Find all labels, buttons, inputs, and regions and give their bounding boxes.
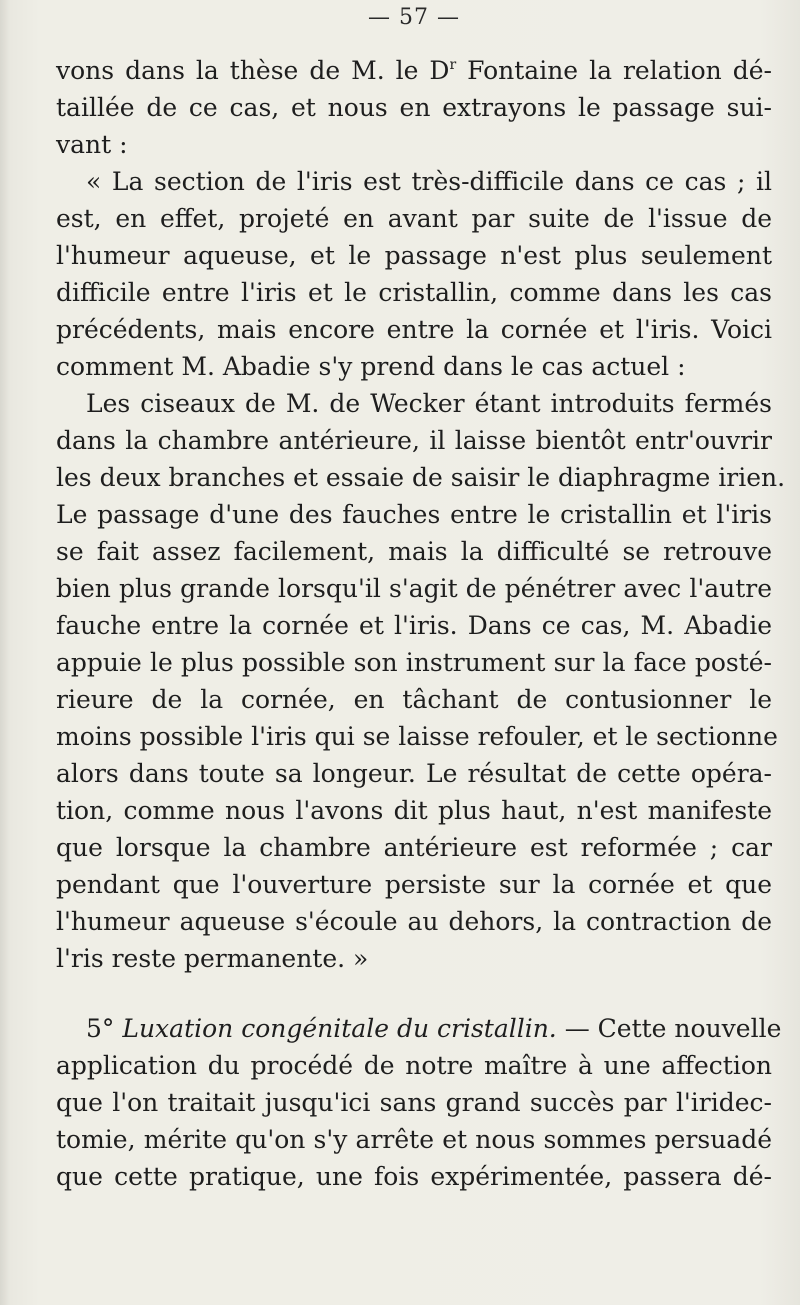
text-line: que cette pratique, une fois expérimentée, passera dé- — [56, 1162, 772, 1191]
text-line: taillée de ce cas, et nous en extrayons le passage sui- — [56, 93, 772, 122]
text-line: vant : — [56, 130, 128, 159]
section-heading-line: 5° Luxation congénitale du cristallin. — Cette nouvelle — [86, 1014, 782, 1043]
text-line: difficile entre l'iris et le cristallin, comme dans les cas — [56, 278, 772, 307]
text-line: « La section de l'iris est très-difficile dans ce cas ; il — [86, 167, 772, 196]
text-line: l'ris reste permanente. » — [56, 944, 369, 973]
text-line: tion, comme nous l'avons dit plus haut, n'est manifeste — [56, 796, 772, 825]
text-line: que lorsque la chambre antérieure est reformée ; car — [56, 833, 772, 862]
page-number: — 57 — — [368, 5, 460, 30]
text-line: que l'on traitait jusqu'ici sans grand succès par l'iridec- — [56, 1088, 772, 1117]
text-line: Les ciseaux de M. de Wecker étant introduits fermés — [86, 389, 772, 418]
text-line: se fait assez facilement, mais la difficulté se retrouve — [56, 537, 772, 566]
text-line: les deux branches et essaie de saisir le diaphragme irien. — [56, 463, 786, 492]
text-line: moins possible l'iris qui se laisse refouler, et le sectionne — [56, 722, 778, 751]
text-line: est, en effet, projeté en avant par suite de l'issue de — [56, 204, 772, 233]
text-line: l'humeur aqueuse, et le passage n'est plus seulement — [56, 241, 772, 270]
text-line: appuie le plus possible son instrument sur la face posté- — [56, 648, 772, 677]
text-line: bien plus grande lorsqu'il s'agit de pénétrer avec l'autre — [56, 574, 772, 603]
section-number: 5° — [86, 1014, 115, 1043]
text-line: pendant que l'ouverture persiste sur la cornée et que — [56, 870, 772, 899]
text-line: tomie, mérite qu'on s'y arrête et nous sommes persuadé — [56, 1125, 772, 1154]
text-line: alors dans toute sa longeur. Le résultat de cette opéra- — [56, 759, 772, 788]
text-line: fauche entre la cornée et l'iris. Dans ce cas, M. Abadie — [56, 611, 772, 640]
text-line: Le passage d'une des fauches entre le cristallin et l'iris — [56, 500, 772, 529]
text-line: vons dans la thèse de M. le $D^r$ Fontaine la relation dé- — [56, 56, 773, 85]
text-line: rieure de la cornée, en tâchant de contusionner le — [56, 685, 772, 714]
text-line: application du procédé de notre maître à une affection — [56, 1051, 772, 1080]
text-line: précédents, mais encore entre la cornée et l'iris. Voici — [56, 315, 772, 344]
text-line: comment M. Abadie s'y prend dans le cas actuel : — [56, 352, 686, 381]
text-line: l'humeur aqueuse s'écoule au dehors, la contraction de — [56, 907, 772, 936]
section-title: Luxation congénitale du cristallin. — [122, 1014, 557, 1043]
text-line: dans la chambre antérieure, il laisse bientôt entr'ouvrir — [56, 426, 772, 455]
